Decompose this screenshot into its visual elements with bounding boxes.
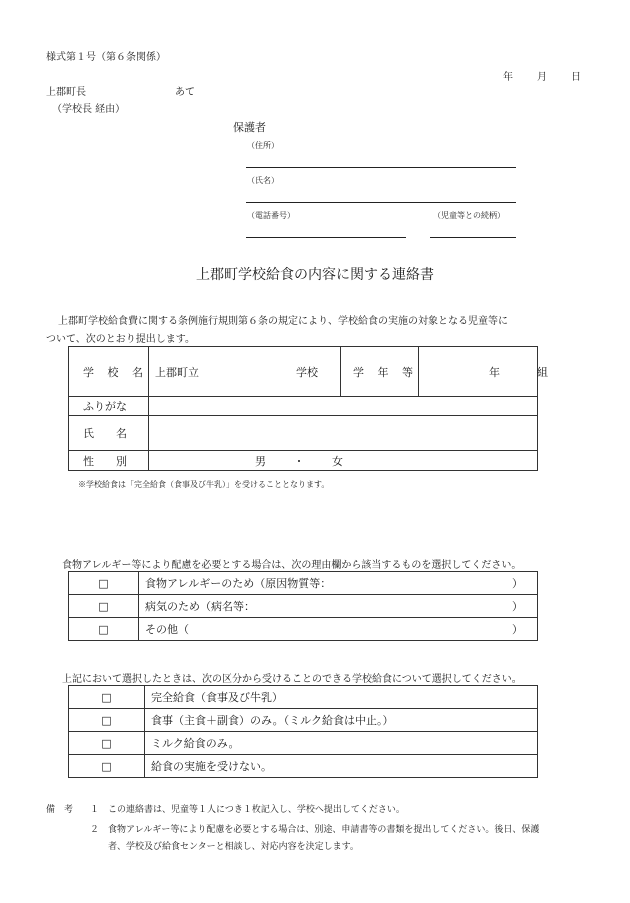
meal-checkbox-3[interactable]: □: [69, 732, 145, 755]
meal-option-3[interactable]: ミルク給食のみ。: [145, 732, 538, 755]
reason-table: [68, 571, 538, 641]
intro-line-1: 上郡町学校給食費に関する条例施行規則第６条の規定により、学校給食の実施の対象となる児童等に: [58, 316, 508, 327]
grade-class: 組: [537, 365, 548, 379]
furigana-row: [69, 397, 538, 416]
phone-line[interactable]: [246, 237, 406, 238]
meal-row: [69, 732, 538, 755]
reason-checkbox-2[interactable]: □: [69, 595, 139, 618]
grade-label: 学 年 等: [341, 347, 419, 397]
guardian-heading: 保護者: [233, 121, 266, 134]
page-title: 上郡町学校給食の内容に関する連絡書: [196, 267, 434, 283]
sex-cell[interactable]: [149, 451, 538, 471]
form-number: 様式第１号（第６条関係）: [46, 52, 166, 63]
reason-option-2-label: 病気のため（病名等：: [145, 600, 255, 613]
school-prefix: 上郡町立: [155, 365, 199, 379]
sex-male[interactable]: 男: [255, 454, 266, 468]
meal-row: [69, 686, 538, 709]
remark-1-text: この連絡書は、児童等１人につき１枚記入し、学校へ提出してください。: [108, 805, 405, 815]
student-name-cell[interactable]: [149, 416, 538, 451]
addressee: 上郡町長: [46, 87, 86, 98]
reason-option-1-close: ）: [512, 577, 523, 590]
reason-option-1-label: 食物アレルギーのため（原因物質等：: [145, 577, 332, 590]
remarks-heading: 備 考: [46, 805, 74, 815]
grade-year: 年: [489, 365, 500, 379]
student-name-label: 氏 名: [69, 416, 149, 451]
meal-table: [68, 685, 538, 778]
grade-cell[interactable]: [419, 347, 548, 397]
reason-row: [69, 572, 538, 595]
furigana-label: ふりがな: [69, 397, 149, 416]
meal-option-1[interactable]: 完全給食（食事及び牛乳）: [145, 686, 538, 709]
intro-line-2: ついて、次のとおり提出します。: [46, 334, 195, 345]
reason-row: [69, 595, 538, 618]
sex-label: 性 別: [69, 451, 149, 471]
meal-row: [69, 709, 538, 732]
school-row: [69, 347, 538, 397]
meal-option-2[interactable]: 食事（主食＋副食）のみ。（ミルク給食は中止。）: [145, 709, 538, 732]
reason-option-3-close: ）: [512, 623, 523, 636]
sex-row: [69, 451, 538, 471]
address-label: （住所）: [247, 141, 279, 150]
meal-checkbox-4[interactable]: □: [69, 755, 145, 778]
name-line[interactable]: [246, 202, 516, 203]
meal-checkbox-2[interactable]: □: [69, 709, 145, 732]
reason-checkbox-1[interactable]: □: [69, 572, 139, 595]
via-principal: （学校長 経由）: [52, 104, 126, 115]
date-day-label: 日: [571, 72, 581, 83]
date-year-label: 年: [503, 72, 513, 83]
furigana-cell[interactable]: [149, 397, 538, 416]
school-name-cell[interactable]: [149, 347, 341, 397]
school-label: 学 校 名: [69, 347, 149, 397]
meal-row: [69, 755, 538, 778]
name-row: [69, 416, 538, 451]
remark-1-number: １: [90, 805, 100, 815]
reason-option-1[interactable]: [139, 572, 538, 595]
meal-note: ※学校給食は「完全給食（食事及び牛乳）」を受けることとなります。: [78, 480, 330, 489]
relation-line[interactable]: [430, 237, 516, 238]
sex-female[interactable]: 女: [332, 454, 343, 468]
reason-row: [69, 618, 538, 641]
addressee-suffix: あて: [175, 87, 195, 98]
school-suffix: 学校: [296, 365, 318, 379]
date-month-label: 月: [537, 72, 547, 83]
meal-checkbox-1[interactable]: □: [69, 686, 145, 709]
reason-option-2-close: ）: [512, 600, 523, 613]
remark-2-number: ２: [90, 825, 100, 835]
reason-option-3-label: その他（: [145, 623, 189, 636]
remark-2-line-1: 食物アレルギー等により配慮を必要とする場合は、別途、申請書等の書類を提出してください。後日、保護: [108, 825, 540, 835]
address-line[interactable]: [246, 167, 516, 168]
student-table: [68, 346, 548, 471]
meal-instruction: 上記において選択したときは、次の区分から受けることのできる学校給食について選択してください。: [62, 674, 522, 685]
name-label: （氏名）: [247, 176, 279, 185]
reason-checkbox-3[interactable]: □: [69, 618, 139, 641]
relation-label: （児童等との続柄）: [433, 211, 505, 220]
meal-option-4[interactable]: 給食の実施を受けない。: [145, 755, 538, 778]
reason-instruction: 食物アレルギー等により配慮を必要とする場合は、次の理由欄から該当するものを選択してください。: [62, 560, 522, 571]
reason-option-2[interactable]: [139, 595, 538, 618]
phone-label: （電話番号）: [247, 211, 295, 220]
remark-2-line-2: 者、学校及び給食センターと相談し、対応内容を決定します。: [108, 842, 359, 852]
reason-option-3[interactable]: [139, 618, 538, 641]
sex-dot: ・: [293, 454, 305, 468]
